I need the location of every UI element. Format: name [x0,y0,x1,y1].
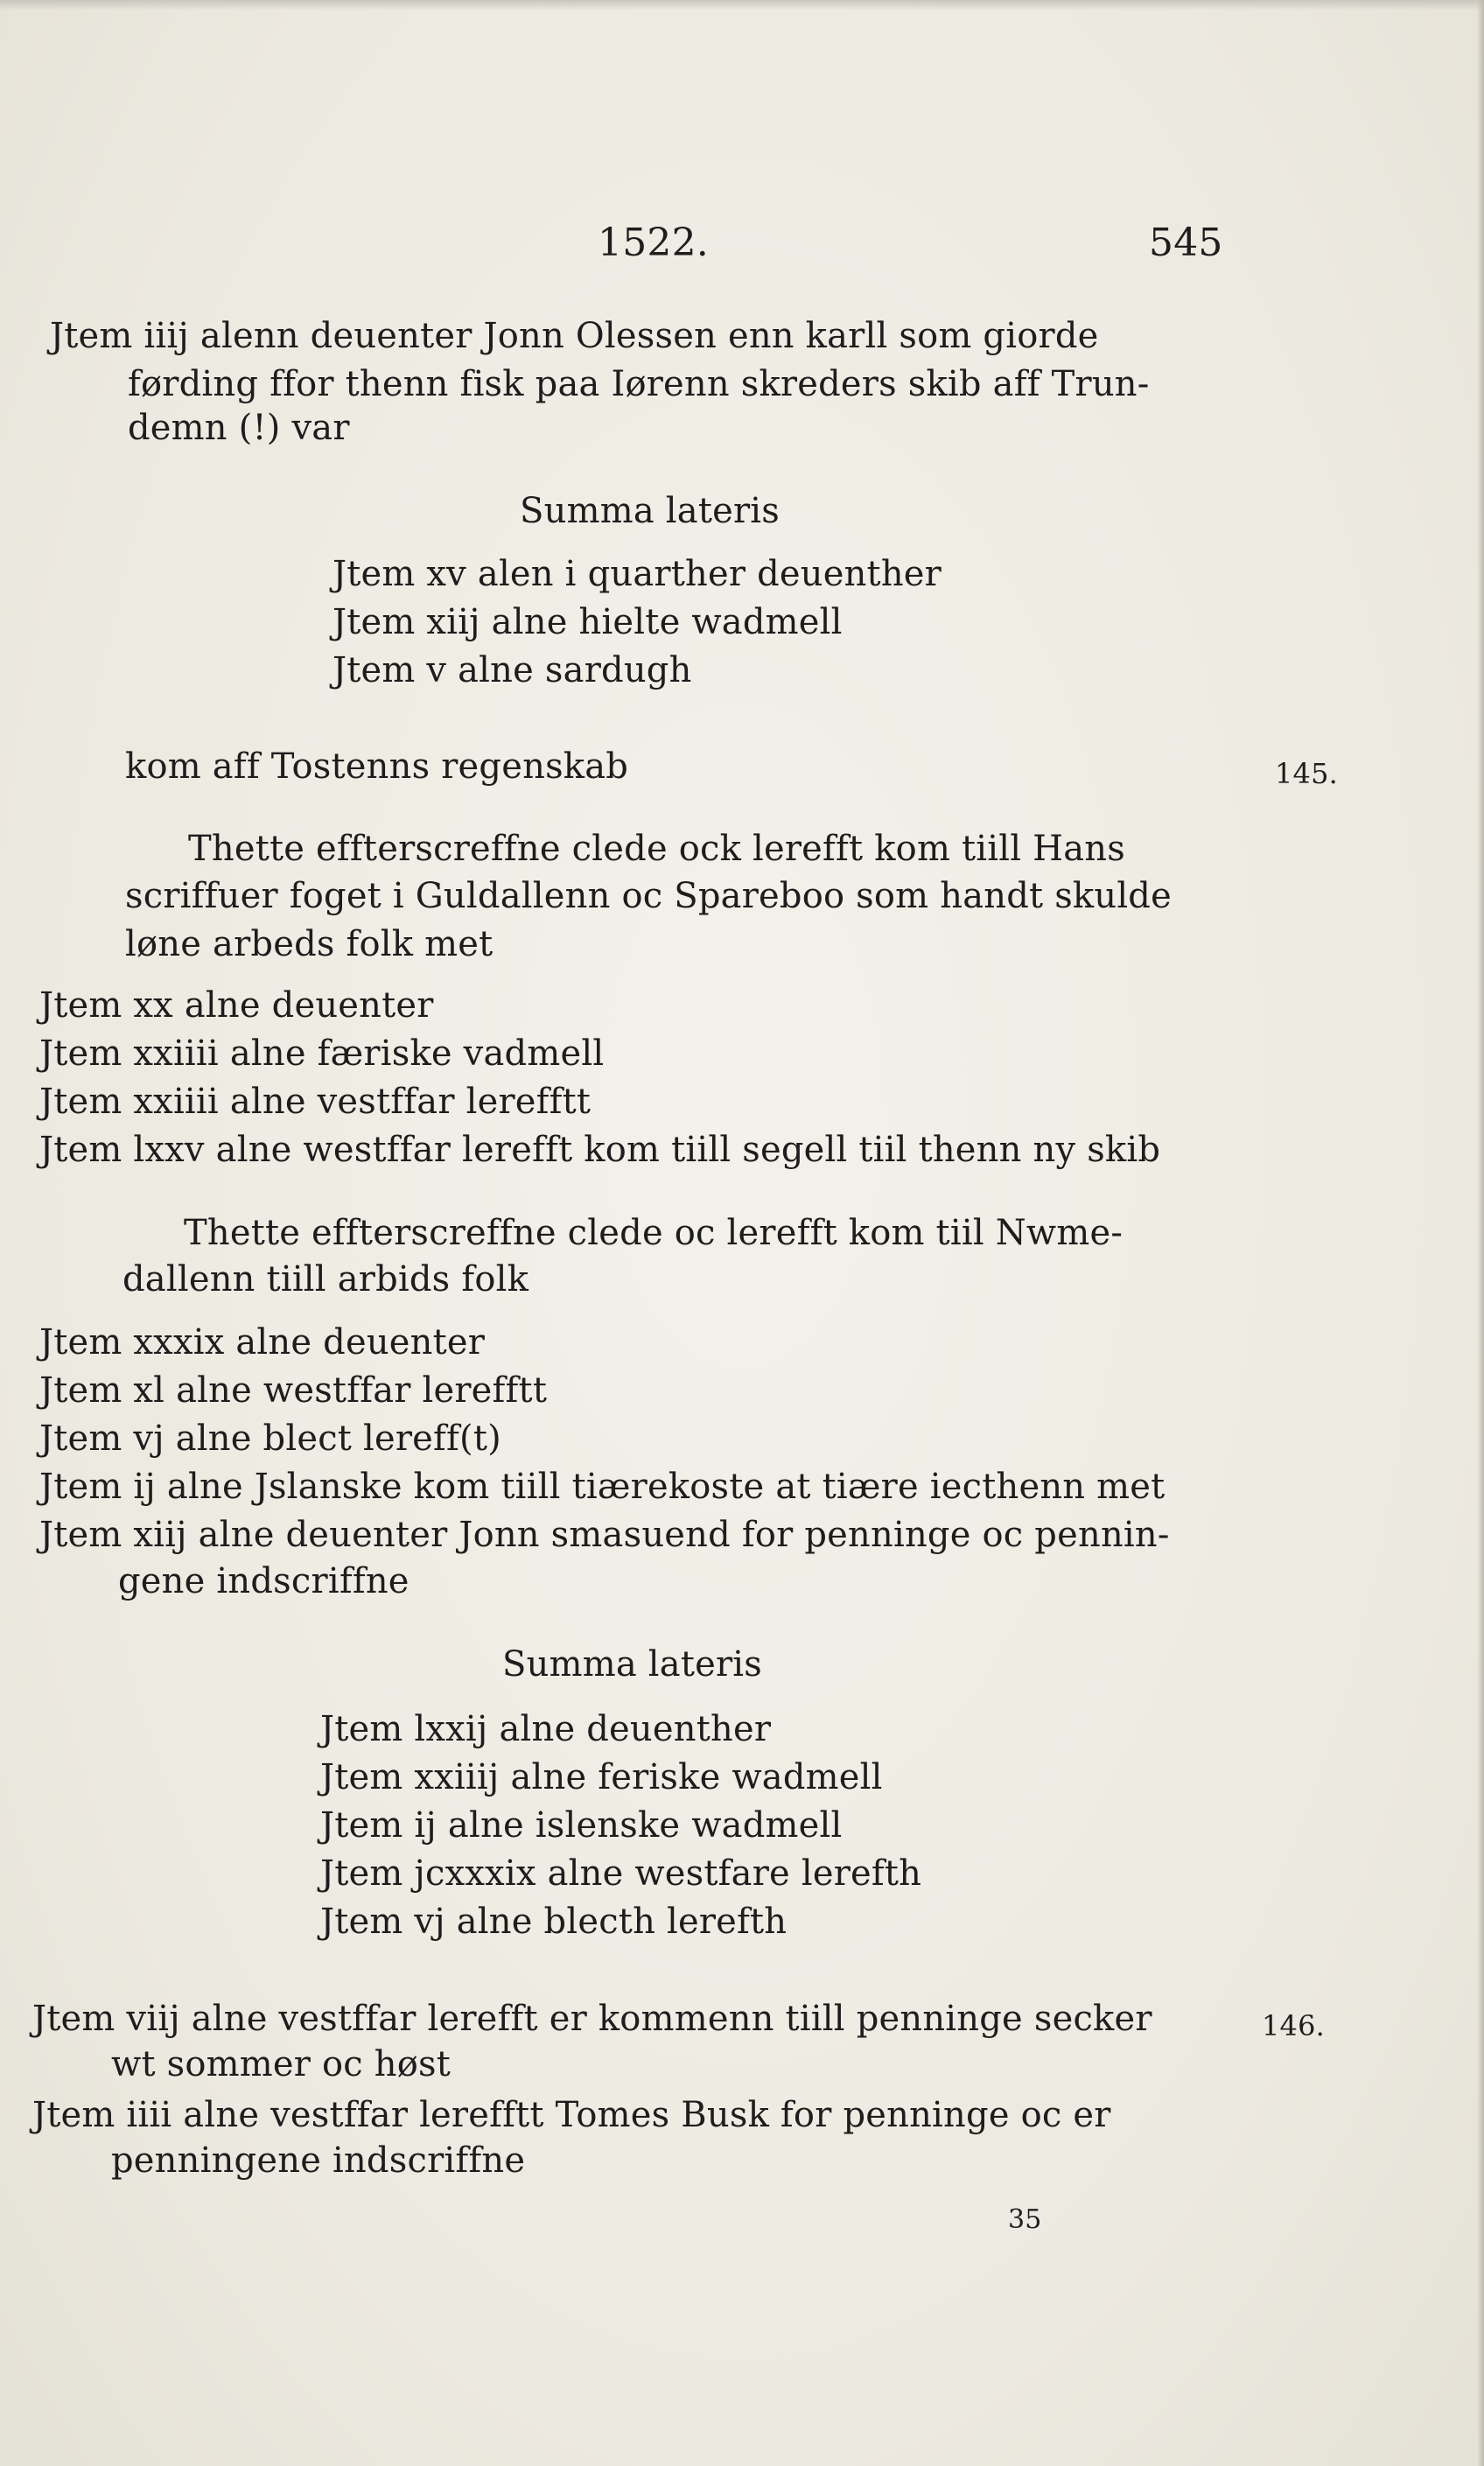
text-line: scriffuer foget i Guldallenn oc Spareboo som handt skulde [125,876,1172,916]
summa-line: Jtem v alne sardugh [332,650,692,690]
margin-note: 146. [1262,2009,1326,2042]
summa-heading: Summa lateris [520,491,780,531]
summa-line: Jtem jcxxxix alne westfare lerefth [320,1853,922,1894]
entry-line: Jtem viij alne vestffar lerefft er kommenn tiill penninge secker [32,1999,1152,2039]
summa-line: Jtem vj alne blecth lerefth [320,1902,788,1942]
entry-line: Jtem xiij alne deuenter Jonn smasuend for penninge oc pennin- [39,1515,1170,1555]
text-line: wt sommer oc høst [111,2044,452,2084]
entry-line: Jtem vj alne blect lereff(t) [39,1419,501,1459]
text-line: kom aff Tostenns regenskab [125,746,629,787]
summa-line: Jtem lxxij alne deuenther [320,1709,772,1749]
entry-line: Jtem iiii alne vestffar lerefftt Tomes Busk for penninge oc er [32,2095,1111,2135]
entry-line: Jtem xl alne westffar lerefftt [39,1370,548,1411]
entry-line: Jtem xxiiii alne færiske vadmell [39,1033,605,1074]
text-line: gene indscriffne [118,1561,410,1601]
page-top-edge [0,0,1484,11]
margin-note: 145. [1275,757,1339,790]
text-line: førding ffor thenn fisk paa Ιørenn skreders skib aff Trun- [128,364,1150,404]
summa-line: Jtem xv alen i quarther deuenther [332,554,942,594]
text-line: penningene indscriffne [111,2140,526,2181]
summa-heading: Summa lateris [502,1644,763,1685]
text-line: Jtem iiij alenn deuenter Jonn Olessen enn karll som giorde [50,316,1099,356]
running-head-page-number: 545 [1149,221,1223,265]
running-head-year: 1522. [598,221,709,265]
signature-mark: 35 [1008,2204,1042,2235]
entry-line: Jtem xxiiii alne vestffar lerefftt [39,1082,592,1122]
paragraph-first-line: Thette effterscreffne clede oc lerefft kom tiil Nwme- [184,1213,1124,1253]
entry-line: Jtem xxxix alne deuenter [39,1322,486,1363]
paragraph-first-line: Thette effterscreffne clede ock lerefft kom tiill Hans [188,829,1125,869]
entry-line: Jtem lxxv alne westffar lerefft kom tiill segell tiil thenn ny skib [39,1130,1161,1170]
summa-line: Jtem xiij alne hielte wadmell [332,602,843,642]
entry-line: Jtem xx alne deuenter [39,985,434,1026]
summa-line: Jtem xxiiij alne feriske wadmell [320,1757,883,1797]
text-line: demn (!) var [128,408,350,448]
summa-line: Jtem ij alne islenske wadmell [320,1805,843,1846]
text-line: løne arbeds folk met [125,924,494,964]
entry-line: Jtem ij alne Jslanske kom tiill tiærekoste at tiære iecthenn met [39,1467,1166,1507]
page-right-edge [1477,0,1484,2466]
text-line: dallenn tiill arbids folk [122,1259,529,1300]
